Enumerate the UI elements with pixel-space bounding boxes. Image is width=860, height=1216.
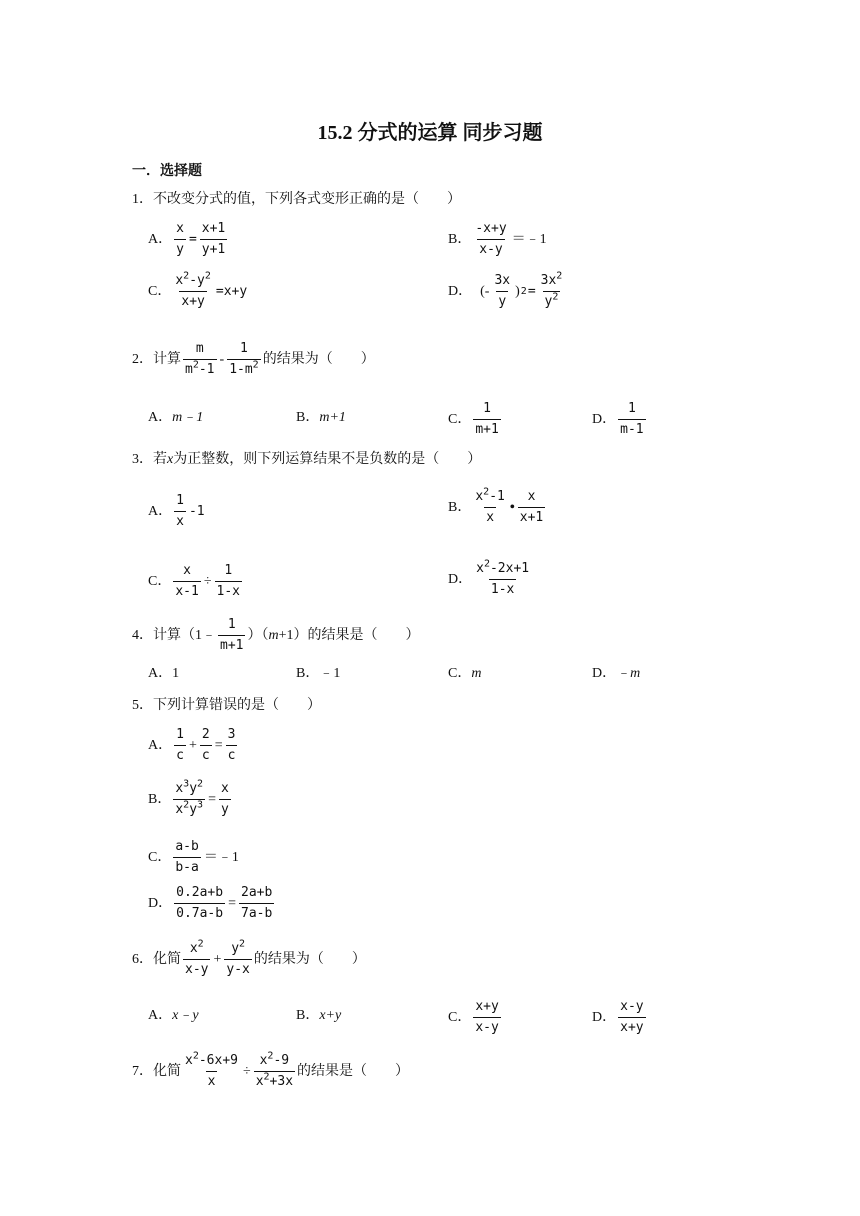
fraction: $\frac{1}{1-m^2}$: [229, 341, 259, 377]
question-5-stem: 5．下列计算错误的是（ ）: [132, 698, 321, 713]
option-label: B．: [448, 231, 472, 247]
q5-option-d: D． $\frac{0.2a+b}{0.7a-b}$ = $\frac{2a+b}{7a-b}$: [148, 885, 273, 921]
q6-option-b: B． x+y: [296, 1008, 342, 1023]
q1-option-a: A． $\frac{x}{y}$ = $\frac{x+1}{y+1}$: [148, 221, 226, 257]
fraction: $\frac{x-y}{x+y}$: [620, 999, 644, 1035]
question-3-stem: 3．若 x 为正整数，则下列运算结果不是负数的是（ ）: [132, 452, 482, 467]
option-label: C．: [148, 283, 172, 299]
fraction: $\frac{1}{1-x}$: [216, 563, 240, 599]
fraction: $\frac{0.2a+b}{0.7a-b}$: [176, 885, 224, 921]
fraction: $\frac{-x+y}{x-y}$: [475, 221, 507, 257]
fraction: $\frac{m}{m^2-1}$: [185, 341, 215, 377]
fraction: $\frac{x^2}{x-y}$: [185, 938, 209, 977]
option-label: A．: [148, 231, 173, 247]
page-title: 15.2 分式的运算 同步习题: [317, 122, 543, 144]
q4-option-b: B． ﹣1: [296, 666, 341, 681]
q3-option-d: D． $\frac{x^2-2x+1}{1-x}$: [448, 558, 530, 597]
fraction: $\frac{1}{x}$: [176, 493, 184, 529]
q3-option-a: A． $\frac{1}{x}$ -1: [148, 493, 205, 529]
q4-option-d: D． ﹣m: [592, 666, 641, 681]
fraction: $\frac{a-b}{b-a}$: [175, 839, 199, 875]
q6-option-d: D． $\frac{x-y}{x+y}$: [592, 999, 644, 1035]
fraction: $\frac{x}{y}$: [220, 781, 229, 817]
q2-option-b: B． m+1: [296, 410, 346, 425]
q6-option-a: A． x﹣y: [148, 1008, 199, 1023]
question-2-stem: 2．计算 $\frac{m}{m^2-1}$ - $\frac{1}{1-m^2}$ 的结果为（ ）: [132, 341, 375, 377]
fraction: $\frac{x+y}{x-y}$: [475, 999, 499, 1035]
fraction: $\frac{2a+b}{7a-b}$: [241, 885, 273, 921]
q5-option-a: A． $\frac{1}{c}$ + $\frac{2}{c}$ = $\frac{3}{c}$: [148, 727, 236, 763]
q1-option-c: C． $\frac{x^2-y^2}{x+y}$ =x+y: [148, 270, 248, 309]
q2-option-a: A． m﹣1: [148, 410, 204, 425]
fraction: $\frac{x^3y^2}{x^2y^3}$: [175, 778, 204, 817]
q5-option-c: C． $\frac{a-b}{b-a}$ ＝﹣1: [148, 839, 239, 875]
q4-option-a: A． 1: [148, 666, 180, 681]
q1-option-d: D． (- $\frac{3x}{y}$ ) 2 = $\frac{3x^2}{y^2}$: [448, 270, 563, 309]
fraction: $\frac{3}{c}$: [227, 727, 236, 763]
fraction: $\frac{1}{c}$: [176, 727, 184, 763]
fraction: $\frac{x}{x+1}$: [519, 489, 544, 525]
fraction: $\frac{1}{m+1}$: [475, 401, 499, 437]
q2-option-d: D． $\frac{1}{m-1}$: [592, 401, 644, 437]
fraction: $\frac{x}{y}$: [176, 221, 184, 257]
fraction: $\frac{3x^2}{y^2}$: [540, 270, 563, 309]
section-heading: 一．选择题: [132, 164, 202, 179]
fraction: $\frac{2}{c}$: [201, 727, 210, 763]
question-7-stem: 7．化简 $\frac{x^2-6x+9}{x}$ ÷ $\frac{x^2-9}{x^2+3x}$ 的结果是（ ）: [132, 1050, 410, 1089]
q5-option-b: B． $\frac{x^3y^2}{x^2y^3}$ = $\frac{x}{y}$: [148, 778, 229, 817]
fraction: $\frac{1}{m-1}$: [620, 401, 644, 437]
question-4-stem: 4．计算（1﹣ $\frac{1}{m+1}$ ）（ m +1）的结果是（ ）: [132, 617, 420, 653]
q4-option-c: C． m: [448, 666, 482, 681]
fraction: $\frac{x+1}{y+1}$: [201, 221, 226, 257]
question-1-stem: 1．不改变分式的值，下列各式变形正确的是（ ）: [132, 192, 461, 207]
fraction: $\frac{3x}{y}$: [494, 273, 511, 309]
option-label: D．: [448, 283, 473, 299]
fraction: $\frac{x^2-9}{x^2+3x}$: [255, 1050, 294, 1089]
q6-option-c: C． $\frac{x+y}{x-y}$: [448, 999, 499, 1035]
fraction: $\frac{x}{x-1}$: [175, 563, 199, 599]
fraction: $\frac{x^2-1}{x}$: [475, 486, 505, 525]
fraction: $\frac{y^2}{y-x}$: [226, 938, 250, 977]
q3-option-c: C． $\frac{x}{x-1}$ ÷ $\frac{1}{1-x}$: [148, 563, 240, 599]
fraction: $\frac{x^2-y^2}{x+y}$: [175, 270, 211, 309]
q3-option-b: B． $\frac{x^2-1}{x}$ • $\frac{x}{x+1}$: [448, 486, 544, 525]
fraction: $\frac{x^2-2x+1}{1-x}$: [476, 558, 530, 597]
fraction: $\frac{1}{m+1}$: [220, 617, 244, 653]
q1-option-b: B． $\frac{-x+y}{x-y}$ ＝﹣1: [448, 221, 547, 257]
q2-option-c: C． $\frac{1}{m+1}$: [448, 401, 499, 437]
fraction: $\frac{x^2-6x+9}{x}$: [185, 1050, 238, 1089]
question-6-stem: 6．化简 $\frac{x^2}{x-y}$ + $\frac{y^2}{y-x}$ 的结果为（ ）: [132, 938, 366, 977]
